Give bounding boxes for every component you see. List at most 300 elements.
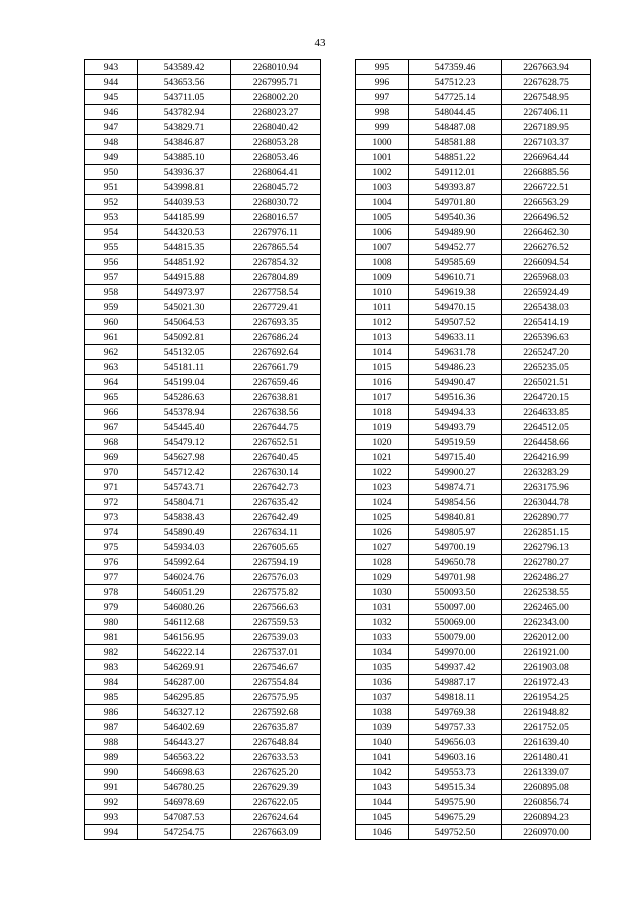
x-coordinate-cell: 543711.05 [138,90,231,105]
x-coordinate-cell: 549489.90 [409,225,502,240]
table-row [85,480,321,495]
point-number-cell: 964 [85,375,138,390]
table-row [85,135,321,150]
point-number-cell: 991 [85,780,138,795]
table-row [356,570,591,585]
table-row [356,615,591,630]
x-coordinate-cell: 546295.85 [138,690,231,705]
x-coordinate-cell: 549610.71 [409,270,502,285]
y-coordinate-cell: 2262012.00 [502,630,591,645]
point-number-cell: 1029 [356,570,409,585]
x-coordinate-cell: 544815.35 [138,240,231,255]
x-coordinate-cell: 547254.75 [138,825,231,840]
y-coordinate-cell: 2264633.85 [502,405,591,420]
table-row [85,615,321,630]
y-coordinate-cell: 2266276.52 [502,240,591,255]
y-coordinate-cell: 2267575.95 [231,690,321,705]
y-coordinate-cell: 2260856.74 [502,795,591,810]
y-coordinate-cell: 2261752.05 [502,720,591,735]
x-coordinate-cell: 546978.69 [138,795,231,810]
y-coordinate-cell: 2261903.08 [502,660,591,675]
x-coordinate-cell: 544320.53 [138,225,231,240]
y-coordinate-cell: 2267758.54 [231,285,321,300]
x-coordinate-cell: 550079.00 [409,630,502,645]
y-coordinate-cell: 2267406.11 [502,105,591,120]
point-number-cell: 1014 [356,345,409,360]
y-coordinate-cell: 2267661.79 [231,360,321,375]
y-coordinate-cell: 2265924.49 [502,285,591,300]
y-coordinate-cell: 2261480.41 [502,750,591,765]
x-coordinate-cell: 546287.00 [138,675,231,690]
point-number-cell: 1016 [356,375,409,390]
x-coordinate-cell: 547512.23 [409,75,502,90]
y-coordinate-cell: 2267638.56 [231,405,321,420]
x-coordinate-cell: 549553.73 [409,765,502,780]
table-row [85,600,321,615]
table-row [85,390,321,405]
x-coordinate-cell: 549805.97 [409,525,502,540]
y-coordinate-cell: 2261948.82 [502,705,591,720]
y-coordinate-cell: 2264458.66 [502,435,591,450]
y-coordinate-cell: 2267692.64 [231,345,321,360]
y-coordinate-cell: 2268016.57 [231,210,321,225]
y-coordinate-cell: 2267804.89 [231,270,321,285]
y-coordinate-cell: 2262796.13 [502,540,591,555]
point-number-cell: 1001 [356,150,409,165]
table-row [356,120,591,135]
y-coordinate-cell: 2264512.05 [502,420,591,435]
x-coordinate-cell: 549494.33 [409,405,502,420]
table-row [356,585,591,600]
y-coordinate-cell: 2262851.15 [502,525,591,540]
y-coordinate-cell: 2267624.64 [231,810,321,825]
x-coordinate-cell: 546269.91 [138,660,231,675]
x-coordinate-cell: 543885.10 [138,150,231,165]
coordinates-table-left [84,59,321,840]
table-row [356,705,591,720]
y-coordinate-cell: 2268002.20 [231,90,321,105]
x-coordinate-cell: 549619.38 [409,285,502,300]
point-number-cell: 948 [85,135,138,150]
y-coordinate-cell: 2267854.32 [231,255,321,270]
table-row [85,270,321,285]
y-coordinate-cell: 2267634.11 [231,525,321,540]
y-coordinate-cell: 2267663.09 [231,825,321,840]
point-number-cell: 1030 [356,585,409,600]
y-coordinate-cell: 2267592.68 [231,705,321,720]
point-number-cell: 995 [356,60,409,75]
x-coordinate-cell: 549486.23 [409,360,502,375]
table-row [85,705,321,720]
x-coordinate-cell: 549507.52 [409,315,502,330]
y-coordinate-cell: 2268045.72 [231,180,321,195]
y-coordinate-cell: 2265414.19 [502,315,591,330]
y-coordinate-cell: 2267630.14 [231,465,321,480]
point-number-cell: 1044 [356,795,409,810]
y-coordinate-cell: 2267576.03 [231,570,321,585]
table-row [85,750,321,765]
x-coordinate-cell: 549769.38 [409,705,502,720]
table-row [356,240,591,255]
table-row [356,135,591,150]
point-number-cell: 968 [85,435,138,450]
y-coordinate-cell: 2266094.54 [502,255,591,270]
point-number-cell: 961 [85,330,138,345]
y-coordinate-cell: 2266496.52 [502,210,591,225]
table-row [85,300,321,315]
y-coordinate-cell: 2261639.40 [502,735,591,750]
table-row [356,390,591,405]
y-coordinate-cell: 2264216.99 [502,450,591,465]
coordinates-table-right-body [356,60,591,840]
point-number-cell: 1005 [356,210,409,225]
table-row [85,810,321,825]
y-coordinate-cell: 2267548.95 [502,90,591,105]
y-coordinate-cell: 2261339.07 [502,765,591,780]
x-coordinate-cell: 544915.88 [138,270,231,285]
point-number-cell: 988 [85,735,138,750]
table-row [356,375,591,390]
x-coordinate-cell: 545838.43 [138,510,231,525]
point-number-cell: 969 [85,450,138,465]
x-coordinate-cell: 549675.29 [409,810,502,825]
x-coordinate-cell: 549631.78 [409,345,502,360]
table-row [85,435,321,450]
point-number-cell: 957 [85,270,138,285]
point-number-cell: 1019 [356,420,409,435]
point-number-cell: 1015 [356,360,409,375]
point-number-cell: 958 [85,285,138,300]
table-row [85,330,321,345]
point-number-cell: 1004 [356,195,409,210]
x-coordinate-cell: 549515.34 [409,780,502,795]
y-coordinate-cell: 2267635.87 [231,720,321,735]
point-number-cell: 970 [85,465,138,480]
table-row [356,750,591,765]
table-row [356,795,591,810]
y-coordinate-cell: 2267642.73 [231,480,321,495]
table-row [85,405,321,420]
point-number-cell: 1027 [356,540,409,555]
point-number-cell: 999 [356,120,409,135]
x-coordinate-cell: 545092.81 [138,330,231,345]
x-coordinate-cell: 547359.46 [409,60,502,75]
table-row [356,90,591,105]
table-row [356,300,591,315]
y-coordinate-cell: 2266563.29 [502,195,591,210]
y-coordinate-cell: 2260970.00 [502,825,591,840]
point-number-cell: 973 [85,510,138,525]
table-row [356,645,591,660]
x-coordinate-cell: 543653.56 [138,75,231,90]
x-coordinate-cell: 546327.12 [138,705,231,720]
x-coordinate-cell: 548851.22 [409,150,502,165]
y-coordinate-cell: 2268053.28 [231,135,321,150]
y-coordinate-cell: 2267594.19 [231,555,321,570]
y-coordinate-cell: 2265396.63 [502,330,591,345]
table-row [85,195,321,210]
x-coordinate-cell: 545934.03 [138,540,231,555]
point-number-cell: 1041 [356,750,409,765]
table-row [85,375,321,390]
y-coordinate-cell: 2267865.54 [231,240,321,255]
x-coordinate-cell: 545479.12 [138,435,231,450]
x-coordinate-cell: 550093.50 [409,585,502,600]
page-number: 43 [314,37,326,49]
x-coordinate-cell: 549900.27 [409,465,502,480]
x-coordinate-cell: 546698.63 [138,765,231,780]
x-coordinate-cell: 549715.40 [409,450,502,465]
table-row [85,255,321,270]
table-row [356,510,591,525]
table-row [85,765,321,780]
y-coordinate-cell: 2266722.51 [502,180,591,195]
point-number-cell: 1007 [356,240,409,255]
table-row [356,660,591,675]
point-number-cell: 979 [85,600,138,615]
point-number-cell: 985 [85,690,138,705]
y-coordinate-cell: 2264720.15 [502,390,591,405]
x-coordinate-cell: 549656.03 [409,735,502,750]
point-number-cell: 982 [85,645,138,660]
table-row [356,765,591,780]
table-row [85,345,321,360]
point-number-cell: 990 [85,765,138,780]
y-coordinate-cell: 2267625.20 [231,765,321,780]
point-number-cell: 946 [85,105,138,120]
point-number-cell: 1008 [356,255,409,270]
point-number-cell: 1012 [356,315,409,330]
x-coordinate-cell: 546080.26 [138,600,231,615]
point-number-cell: 1022 [356,465,409,480]
x-coordinate-cell: 543782.94 [138,105,231,120]
point-number-cell: 998 [356,105,409,120]
y-coordinate-cell: 2266885.56 [502,165,591,180]
table-row [85,105,321,120]
x-coordinate-cell: 549575.90 [409,795,502,810]
y-coordinate-cell: 2265021.51 [502,375,591,390]
point-number-cell: 992 [85,795,138,810]
y-coordinate-cell: 2267638.81 [231,390,321,405]
table-row [85,450,321,465]
table-row [85,525,321,540]
table-row [85,210,321,225]
y-coordinate-cell: 2262465.00 [502,600,591,615]
y-coordinate-cell: 2267537.01 [231,645,321,660]
x-coordinate-cell: 545021.30 [138,300,231,315]
x-coordinate-cell: 543589.42 [138,60,231,75]
table-row [85,180,321,195]
y-coordinate-cell: 2267693.35 [231,315,321,330]
y-coordinate-cell: 2261954.25 [502,690,591,705]
y-coordinate-cell: 2268053.46 [231,150,321,165]
y-coordinate-cell: 2267652.51 [231,435,321,450]
y-coordinate-cell: 2266964.44 [502,150,591,165]
y-coordinate-cell: 2268010.94 [231,60,321,75]
table-row [85,315,321,330]
point-number-cell: 981 [85,630,138,645]
x-coordinate-cell: 549540.36 [409,210,502,225]
point-number-cell: 1013 [356,330,409,345]
y-coordinate-cell: 2267640.45 [231,450,321,465]
point-number-cell: 1000 [356,135,409,150]
x-coordinate-cell: 549700.19 [409,540,502,555]
table-row [356,630,591,645]
table-row [85,675,321,690]
x-coordinate-cell: 543998.81 [138,180,231,195]
y-coordinate-cell: 2267659.46 [231,375,321,390]
point-number-cell: 1045 [356,810,409,825]
table-row [356,720,591,735]
point-number-cell: 951 [85,180,138,195]
table-row [85,495,321,510]
table-row [356,105,591,120]
x-coordinate-cell: 549840.81 [409,510,502,525]
point-number-cell: 1037 [356,690,409,705]
table-row [356,75,591,90]
y-coordinate-cell: 2265235.05 [502,360,591,375]
point-number-cell: 1040 [356,735,409,750]
x-coordinate-cell: 545181.11 [138,360,231,375]
y-coordinate-cell: 2267575.82 [231,585,321,600]
x-coordinate-cell: 549470.15 [409,300,502,315]
y-coordinate-cell: 2267628.75 [502,75,591,90]
point-number-cell: 1021 [356,450,409,465]
table-row [85,150,321,165]
y-coordinate-cell: 2262538.55 [502,585,591,600]
x-coordinate-cell: 549937.42 [409,660,502,675]
point-number-cell: 971 [85,480,138,495]
x-coordinate-cell: 548044.45 [409,105,502,120]
table-row [85,420,321,435]
point-number-cell: 959 [85,300,138,315]
point-number-cell: 983 [85,660,138,675]
table-row [85,720,321,735]
y-coordinate-cell: 2265247.20 [502,345,591,360]
x-coordinate-cell: 549701.98 [409,570,502,585]
y-coordinate-cell: 2267648.84 [231,735,321,750]
x-coordinate-cell: 550097.00 [409,600,502,615]
table-row [356,405,591,420]
point-number-cell: 960 [85,315,138,330]
x-coordinate-cell: 549818.11 [409,690,502,705]
table-row [356,675,591,690]
table-row [356,270,591,285]
point-number-cell: 1036 [356,675,409,690]
point-number-cell: 993 [85,810,138,825]
point-number-cell: 1018 [356,405,409,420]
table-row [85,585,321,600]
point-number-cell: 952 [85,195,138,210]
table-row [85,660,321,675]
table-row [85,465,321,480]
y-coordinate-cell: 2263283.29 [502,465,591,480]
table-row [356,525,591,540]
x-coordinate-cell: 543846.87 [138,135,231,150]
x-coordinate-cell: 547725.14 [409,90,502,105]
x-coordinate-cell: 545992.64 [138,555,231,570]
point-number-cell: 954 [85,225,138,240]
y-coordinate-cell: 2267539.03 [231,630,321,645]
y-coordinate-cell: 2267686.24 [231,330,321,345]
x-coordinate-cell: 544185.99 [138,210,231,225]
x-coordinate-cell: 545132.05 [138,345,231,360]
x-coordinate-cell: 544039.53 [138,195,231,210]
point-number-cell: 1039 [356,720,409,735]
x-coordinate-cell: 549393.87 [409,180,502,195]
table-row [85,570,321,585]
table-row [85,795,321,810]
table-row [356,165,591,180]
coordinates-table-left-body [85,60,321,840]
y-coordinate-cell: 2267635.42 [231,495,321,510]
table-row [356,210,591,225]
point-number-cell: 986 [85,705,138,720]
table-row [356,825,591,840]
table-row [85,510,321,525]
y-coordinate-cell: 2260895.08 [502,780,591,795]
point-number-cell: 953 [85,210,138,225]
table-row [85,780,321,795]
y-coordinate-cell: 2267566.63 [231,600,321,615]
y-coordinate-cell: 2265438.03 [502,300,591,315]
table-row [356,255,591,270]
x-coordinate-cell: 549701.80 [409,195,502,210]
y-coordinate-cell: 2262780.27 [502,555,591,570]
point-number-cell: 1024 [356,495,409,510]
point-number-cell: 976 [85,555,138,570]
x-coordinate-cell: 549493.79 [409,420,502,435]
point-number-cell: 996 [356,75,409,90]
point-number-cell: 1031 [356,600,409,615]
x-coordinate-cell: 549490.47 [409,375,502,390]
point-number-cell: 977 [85,570,138,585]
y-coordinate-cell: 2267729.41 [231,300,321,315]
x-coordinate-cell: 549650.78 [409,555,502,570]
x-coordinate-cell: 549452.77 [409,240,502,255]
table-row [356,540,591,555]
y-coordinate-cell: 2267605.65 [231,540,321,555]
x-coordinate-cell: 546051.29 [138,585,231,600]
table-row [85,240,321,255]
table-row [356,480,591,495]
point-number-cell: 1026 [356,525,409,540]
point-number-cell: 966 [85,405,138,420]
table-row [85,360,321,375]
table-row [356,345,591,360]
y-coordinate-cell: 2261972.43 [502,675,591,690]
x-coordinate-cell: 545286.63 [138,390,231,405]
table-row [85,165,321,180]
point-number-cell: 955 [85,240,138,255]
point-number-cell: 1046 [356,825,409,840]
x-coordinate-cell: 544973.97 [138,285,231,300]
point-number-cell: 949 [85,150,138,165]
table-row [356,435,591,450]
table-row [85,90,321,105]
x-coordinate-cell: 549603.16 [409,750,502,765]
y-coordinate-cell: 2263175.96 [502,480,591,495]
table-row [356,420,591,435]
x-coordinate-cell: 543829.71 [138,120,231,135]
point-number-cell: 1020 [356,435,409,450]
table-row [356,810,591,825]
table-row [356,360,591,375]
y-coordinate-cell: 2267189.95 [502,120,591,135]
y-coordinate-cell: 2267663.94 [502,60,591,75]
x-coordinate-cell: 546443.27 [138,735,231,750]
y-coordinate-cell: 2267554.84 [231,675,321,690]
